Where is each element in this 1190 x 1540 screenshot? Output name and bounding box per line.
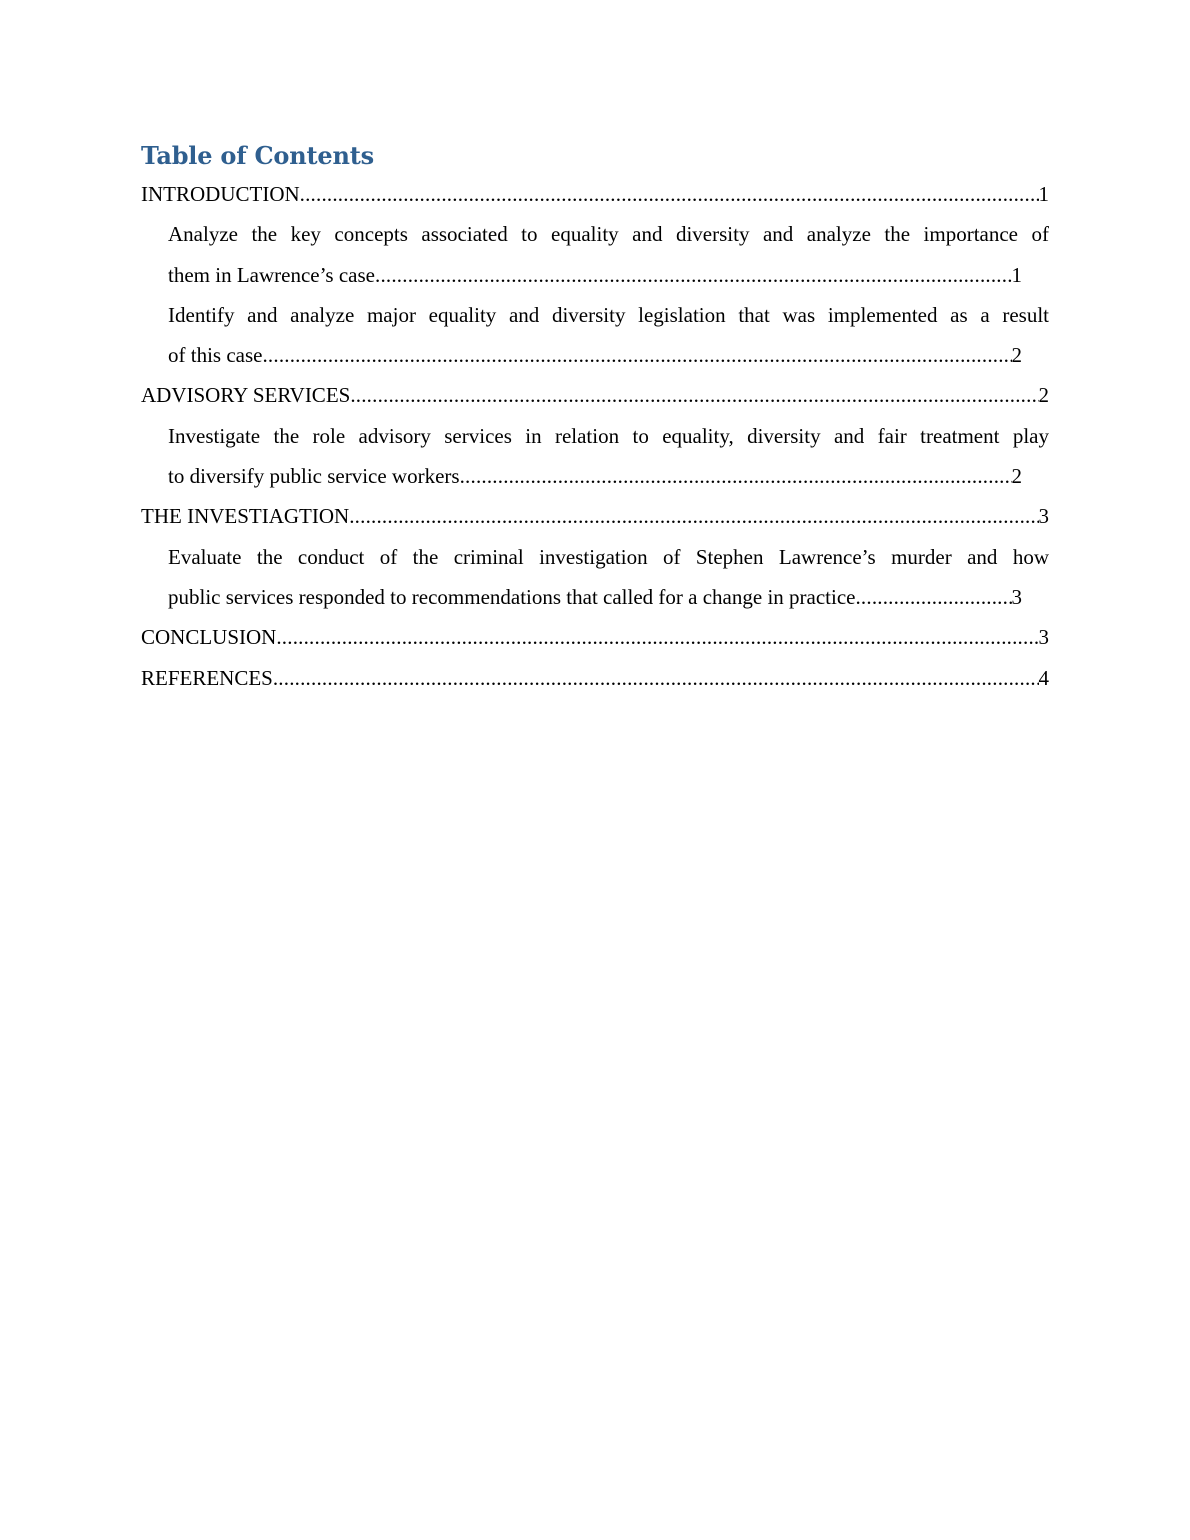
toc-entry-references[interactable] — [141, 658, 1049, 698]
toc-entry-label-line1: Identify and analyze major equality and diversity legislation that was implemented as a result — [168, 302, 1049, 327]
toc-entry-page-number: 2 — [1011, 343, 1022, 368]
toc-entry-label: CONCLUSION — [141, 625, 277, 650]
toc-entry-advisory-services[interactable] — [141, 375, 1049, 415]
toc-entry-label: REFERENCES — [141, 665, 273, 690]
dot-leader — [262, 335, 1011, 375]
toc-entry-page-number: 3 — [1038, 504, 1049, 529]
toc-entry-key-concepts[interactable] — [168, 214, 1049, 295]
toc-entry-investigation[interactable] — [141, 496, 1049, 536]
toc-entry-label: INTRODUCTION — [141, 182, 300, 206]
dot-leader — [375, 255, 1012, 295]
toc-entry-page-number: 2 — [1038, 383, 1049, 408]
toc-entry-legislation[interactable] — [168, 295, 1049, 376]
toc-entry-introduction[interactable] — [141, 174, 1049, 214]
toc-entry-page-number: 3 — [1011, 584, 1022, 609]
toc-entry-label-line2: to diversify public service workers — [168, 464, 460, 489]
toc-entry-label-line2: them in Lawrence’s case — [168, 262, 375, 287]
table-of-contents — [141, 138, 1049, 698]
dot-leader — [460, 456, 1012, 496]
toc-entry-label-line1: Analyze the key concepts associated to equality and diversity and analyze the importance of — [168, 222, 1049, 247]
toc-entry-page-number: 4 — [1038, 665, 1049, 690]
toc-entry-label: THE INVESTIAGTION — [141, 504, 350, 529]
toc-entry-page-number: 1 — [1038, 182, 1049, 206]
toc-entry-conclusion[interactable] — [141, 617, 1049, 657]
toc-entry-label-line2: of this case — [168, 343, 263, 368]
toc-entry-role-advisory[interactable] — [168, 416, 1049, 497]
toc-entry-label-line1: Investigate the role advisory services in relation to equality, diversity and fair treatment play — [168, 423, 1049, 448]
dot-leader — [273, 658, 1039, 698]
dot-leader — [350, 375, 1038, 415]
dot-leader — [855, 577, 1011, 617]
toc-entry-evaluate-conduct[interactable] — [168, 537, 1049, 618]
dot-leader — [276, 617, 1038, 657]
toc-title: Table of Contents — [141, 141, 374, 170]
toc-entry-label: ADVISORY SERVICES — [141, 383, 351, 408]
toc-entry-label-line2: public services responded to recommendations that called for a change in practice — [168, 584, 856, 609]
dot-leader — [300, 174, 1039, 214]
toc-entry-page-number: 2 — [1011, 464, 1022, 489]
toc-entry-page-number: 1 — [1011, 262, 1022, 287]
toc-entry-page-number: 3 — [1038, 625, 1049, 650]
toc-entry-label-line1: Evaluate the conduct of the criminal investigation of Stephen Lawrence’s murder and how — [168, 544, 1049, 569]
dot-leader — [349, 496, 1038, 536]
